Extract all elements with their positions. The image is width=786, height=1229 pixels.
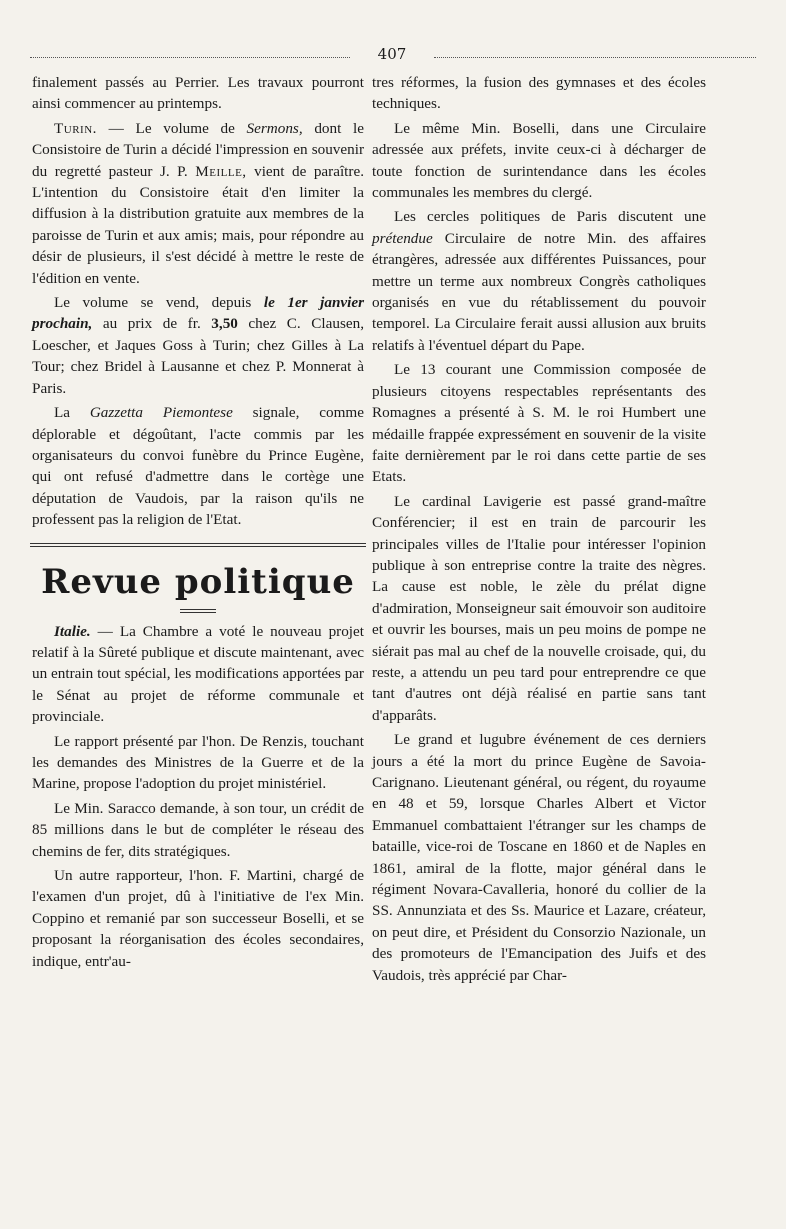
news-circulaire [372, 206, 706, 356]
text-run: signale, comme déplorable et dégoûtant, l'acte commis par les organisateurs du convoi funèbre du Prince Eugène, qui ont refusé d'admettre dans le cortège une députation de Vaudois, par la raison qu'ils ne professent pas la religion de l'Etat. [32, 404, 364, 529]
news-boselli: Le même Min. Boselli, dans une Circulaire adressée aux préfets, invite ceux-ci à décharger de toute fonction de surintendance dans les écoles communales les membres du clergé. [372, 119, 706, 202]
text-run: Circulaire de notre Min. des affaires étrangères, adressée aux différentes Puissances, pour mettre un terme aux nombreux Congrès catholiques organisés en vue du rétablissement du pouvoir temporel. La Circulaire ferait aussi allusion aux bruits relatifs à l'éventuel départ du Pape. [372, 229, 706, 354]
header-rule-left [30, 57, 350, 58]
page-number: 407 [377, 45, 407, 63]
news-sale [32, 292, 364, 399]
news-saracco: Le Min. Saracco demande, à son tour, un crédit de 85 millions dans le but de compléter le réseau des chemins de fer, dits stratégiques. [32, 799, 364, 860]
news-lavigerie: Le cardinal Lavigerie est passé grand-maître Conférencier; il est en train de parcourir les principales villes de l'Italie pour intéresser l'opinion publique à son entreprise contre la traite des nègres. La cause est noble, le zèle du prélat digne d'admiration, Monseigneur sait émouvoir son auditoire et ouvrir les bourses, mais un peu moins de pompe ne siérait pas mal au chef de la nouvelle croisade, qui, du reste, a attendu un peu tard pour entreprendre ce que tant d'autres ont déjà réalisé en partie sans tant d'apparâts. [372, 492, 706, 724]
news-renzis: Le rapport présenté par l'hon. De Renzis, touchant les demandes des Ministres de la Guerre et de la Marine, propose l'adoption du projet ministériel. [32, 732, 364, 793]
section-title: Revue politique [41, 561, 355, 602]
book-title: Sermons, [246, 119, 303, 137]
header-rule-right [434, 57, 756, 58]
price: 3,50 [211, 315, 238, 333]
news-prince-eugene: Le grand et lugubre événement de ces derniers jours a été la mort du prince Eugène de Savoia-Carignano. Lieutenant général, ou régent, du royaume en 48 et 59, lorsque Charles Albert et Victor Emmanuel combattaient l'étranger sur les champs de bataille, vice-roi de Toscane en 1860 et de Naples en 1861, amiral de la flotte, major général dans le régiment Novara-Cavalleria, honoré du collier de la SS. Annunziata et des Ss. Maurice et Lazare, créateur, on peut dire, et Président du Consorzio Nazionale, un des promoteurs de l'Emancipation des Juifs et des Vaudois, très apprécié par Char- [372, 731, 706, 984]
text-run: au prix de fr. [92, 315, 212, 333]
place-name: Turin. [54, 119, 97, 137]
left-column [32, 72, 364, 972]
title-ornament [180, 609, 216, 613]
right-column [372, 72, 706, 986]
text-run: La [54, 404, 90, 422]
text-run: — Le volume de [96, 119, 247, 137]
text-run: Le volume se vend, depuis [54, 294, 264, 312]
text-run: dont le Consistoire de Turin a décidé l'impression en souvenir du regretté pasteur J. P. [32, 119, 364, 180]
sale-date: le 1er janvier prochain, [32, 294, 364, 333]
newspaper-name: Gazzetta Piemontese [89, 404, 233, 422]
news-romagnes: Le 13 courant une Commission composée de plusieurs citoyens respectables représentants des Romagnes a présenté à S. M. le roi Humbert une médaille frappée expressément en souvenir de la visite faite dernièrement par le roi dans cette partie de ses Etats. [372, 361, 706, 486]
news-martini: Un autre rapporteur, l'hon. F. Martini, chargé de l'examen d'un projet, dû à l'initiative de l'ex Min. Coppino et remanié par son successeur Boselli, et se proposant la réorganisation des écoles secondaires, indique, entr'au- [32, 867, 364, 970]
text-run: — La Chambre a voté le nouveau projet relatif à la Sûreté publique et discute maintenant, avec un entrain tout spécial, les modifications apportées par le Sénat au projet de réforme communale et provinciale. [32, 622, 364, 726]
article-continuation: tres réformes, la fusion des gymnases et des écoles techniques. [372, 74, 706, 113]
country-label: Italie. [54, 622, 91, 640]
news-italie [32, 621, 364, 728]
text-run: Les cercles politiques de Paris discutent une [394, 208, 706, 226]
page-header [30, 44, 756, 64]
news-gazzetta [32, 402, 364, 530]
person-name: Meille, [195, 162, 247, 180]
news-turin [32, 118, 364, 289]
section-divider [30, 543, 366, 547]
text-run: chez C. Clausen, Loescher, et Jaques Goss à Turin; chez Gilles à La Tour; chez Bridel à Lausanne et chez P. Monnerat à Paris. [32, 315, 364, 397]
emphasis: prétendue [372, 229, 433, 247]
article-continuation: finalement passés au Perrier. Les travaux pourront ainsi commencer au printemps. [32, 74, 364, 113]
text-run: vient de paraître. L'intention du Consistoire était d'en limiter la diffusion à la distribution gratuite aux membres de la paroisse de Turin et aux amis; mais, pour répondre au désir de plusieurs, il s'est décidé à mettre le reste de l'édition en vente. [32, 162, 364, 287]
